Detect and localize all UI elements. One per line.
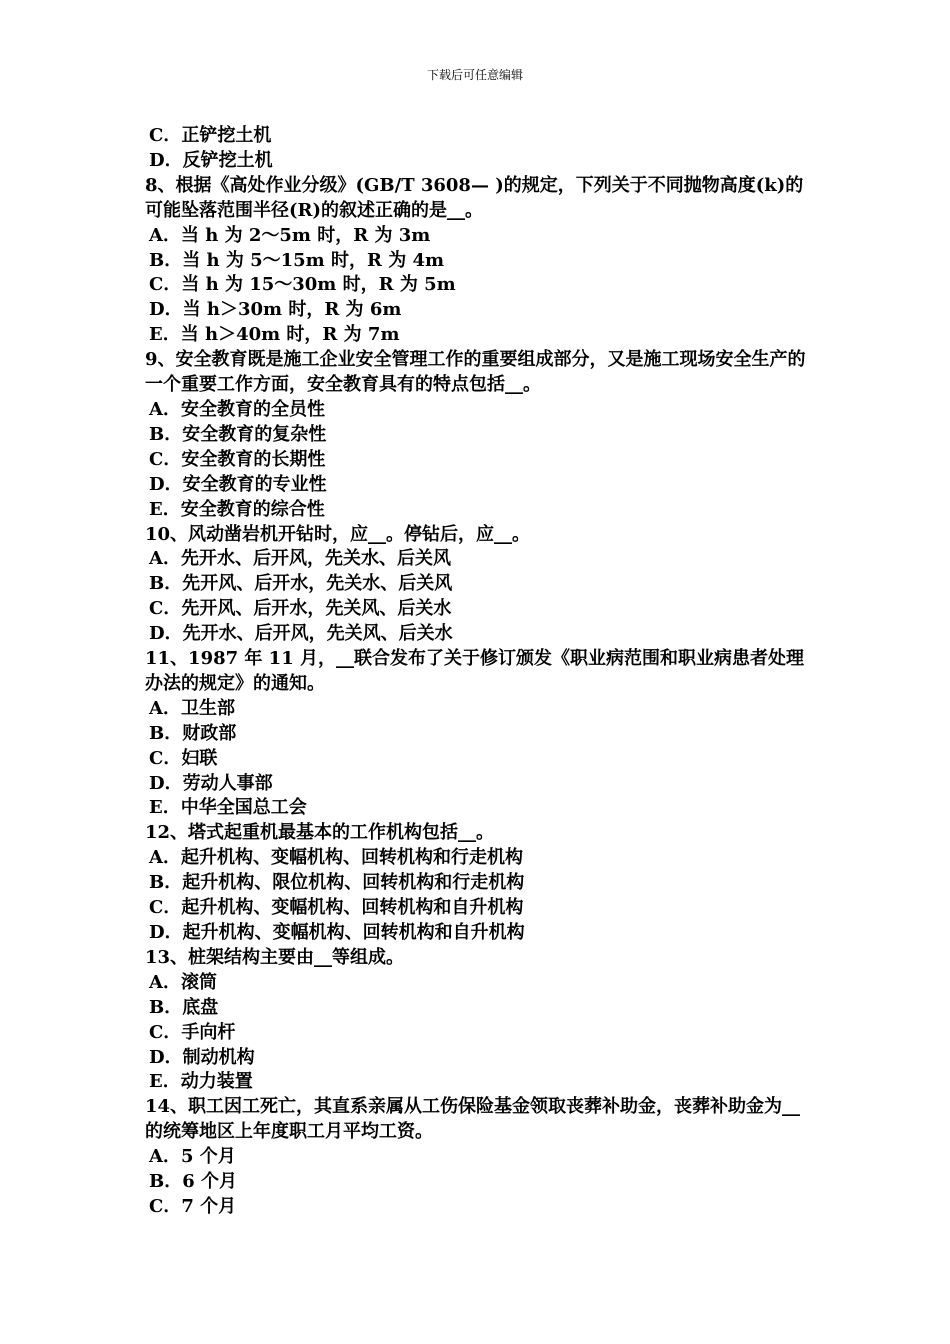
answer-option: C．手向杆 [149,1021,236,1043]
answer-option: C．安全教育的长期性 [149,448,326,470]
answer-option: E．中华全国总工会 [149,797,307,819]
answer-option: D．当 h＞30m 时，R 为 6m [149,299,402,321]
answer-option: C．7 个月 [149,1195,237,1217]
answer-option: C．正铲挖土机 [149,125,272,146]
answer-option: B．先开风、后开水，先关水、后关风 [149,573,453,595]
question-text: 11、1987 年 11 月，__联合发布了关于修订颁发《职业病范围和职业病患者处理办法的规定》的通知。 [145,648,804,694]
answer-option: A．卫生部 [149,697,235,719]
answer-option: E．安全教育的综合性 [149,498,325,520]
answer-option: C．当 h 为 15～30m 时，R 为 5m [149,274,456,296]
answer-option: B．财政部 [149,722,237,744]
answer-option: C．起升机构、变幅机构、回转机构和自升机构 [149,897,524,919]
answer-option: D．劳动人事部 [149,772,273,794]
answer-option: A．滚筒 [149,971,217,993]
answer-option: D．起升机构、变幅机构、回转机构和自升机构 [149,922,525,943]
question-text: 14、职工因工死亡，其直系亲属从工伤保险基金领取丧葬补助金，丧葬补助金为__的统筹地区上年度职工月平均工资。 [145,1096,801,1143]
document-body [145,124,810,1220]
answer-option: A．先开水、后开风，先关水、后关风 [149,548,451,570]
answer-option: A．安全教育的全员性 [149,398,325,420]
answer-option: A．起升机构、变幅机构、回转机构和行走机构 [149,847,523,869]
answer-option: B．当 h 为 5～15m 时，R 为 4m [149,249,445,271]
answer-option: D．先开水、后开风，先关风、后关水 [149,623,453,645]
answer-option: C．妇联 [149,747,218,769]
answer-option: A．5 个月 [149,1146,236,1168]
answer-option: B．6 个月 [149,1171,238,1193]
question-text: 8、根据《高处作业分级》(GB/T 3608— )的规定，下列关于不同抛物高度(k)的可能坠落范围半径(R)的叙述正确的是__。 [145,174,804,221]
question-text: 13、桩架结构主要由__等组成。 [145,946,405,968]
answer-option: A．当 h 为 2～5m 时，R 为 3m [149,224,431,246]
question-text: 10、风动凿岩机开钻时，应__。停钻后，应__。 [145,523,531,545]
answer-option: D．制动机构 [149,1046,255,1068]
answer-option: C．先开风、后开水，先关风、后关水 [149,598,452,620]
answer-option: E．动力装置 [149,1071,253,1093]
answer-option: B．起升机构、限位机构、回转机构和行走机构 [149,872,525,894]
answer-option: E．当 h＞40m 时，R 为 7m [149,324,400,346]
question-text: 9、安全教育既是施工企业安全管理工作的重要组成部分，又是施工现场安全生产的一个重要工作方面，安全教育具有的特点包括__。 [145,349,806,396]
page-header: 下载后可任意编辑 [426,68,523,82]
answer-option: D．反铲挖土机 [149,149,273,171]
question-text: 12、塔式起重机最基本的工作机构包括__。 [145,822,495,844]
answer-option: B．底盘 [149,996,219,1018]
answer-option: D．安全教育的专业性 [149,473,327,495]
answer-option: B．安全教育的复杂性 [149,423,327,445]
